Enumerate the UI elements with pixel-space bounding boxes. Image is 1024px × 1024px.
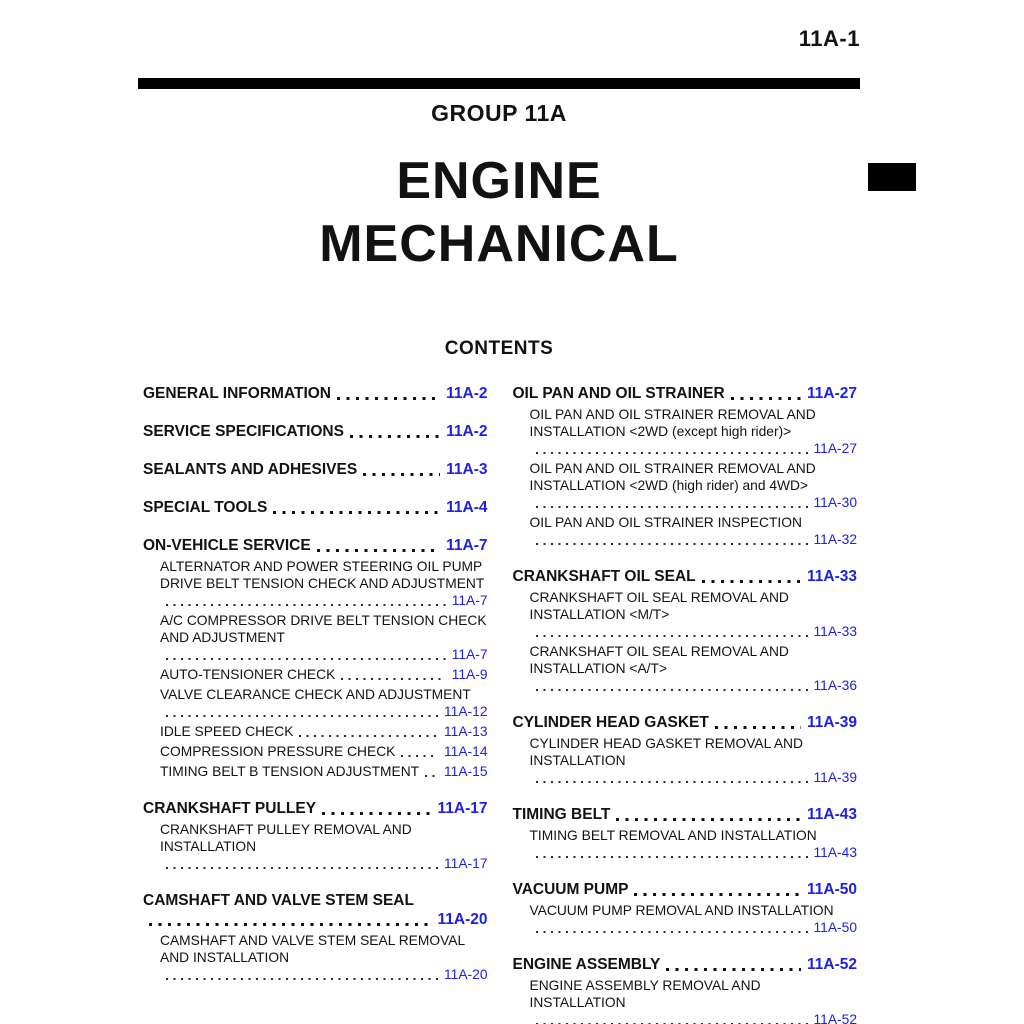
section-tab-marker (868, 163, 916, 191)
toc-entry[interactable] (143, 763, 488, 780)
toc-entry[interactable] (513, 384, 858, 403)
dot-leader (317, 549, 440, 552)
toc-page-link[interactable]: 11A-3 (446, 461, 488, 478)
toc-entry[interactable] (143, 686, 488, 720)
toc-page-link[interactable]: 11A-4 (446, 499, 488, 516)
dot-leader (273, 511, 440, 514)
dot-leader (363, 473, 440, 476)
toc-entry-label: AUTO-TENSIONER CHECK (160, 667, 336, 682)
toc-entry[interactable] (143, 422, 488, 441)
toc-entry-label: CYLINDER HEAD GASKET REMOVAL AND INSTALLATION (529, 736, 803, 768)
toc-entry-label: VALVE CLEARANCE CHECK AND ADJUSTMENT (160, 687, 471, 702)
toc-column (513, 384, 858, 1024)
dot-leader (166, 715, 438, 717)
toc-entry-label: TIMING BELT (512, 806, 611, 823)
dot-leader (166, 658, 446, 660)
toc-page-link[interactable]: 11A-50 (813, 920, 857, 935)
toc-entry[interactable] (143, 384, 488, 403)
toc-page-link[interactable]: 11A-52 (813, 1012, 857, 1024)
toc-entry[interactable] (143, 891, 488, 929)
toc-entry-label: COMPRESSION PRESSURE CHECK (160, 744, 396, 759)
toc-entry[interactable] (513, 955, 858, 974)
page-title-line2: MECHANICAL (319, 215, 679, 273)
toc-entry[interactable] (143, 821, 488, 872)
dot-leader (666, 968, 801, 971)
toc-page-link[interactable]: 11A-9 (451, 667, 488, 682)
toc-page-link[interactable]: 11A-17 (444, 856, 488, 871)
dot-leader (322, 812, 431, 815)
toc-entry[interactable] (143, 498, 488, 517)
toc-entry[interactable] (143, 932, 488, 983)
toc-entry[interactable] (513, 902, 858, 936)
toc-page-link[interactable]: 11A-33 (807, 568, 857, 585)
divider-bar (138, 78, 860, 89)
toc-entry-label: ENGINE ASSEMBLY (512, 956, 661, 973)
toc-entry[interactable] (143, 743, 488, 760)
toc-page-link[interactable]: 11A-2 (446, 423, 488, 440)
toc-page-link[interactable]: 11A-7 (451, 647, 488, 662)
dot-leader (166, 867, 438, 869)
toc-page-link[interactable]: 11A-7 (446, 537, 488, 554)
toc-page-link[interactable]: 11A-15 (444, 764, 488, 779)
toc (143, 384, 857, 1024)
toc-entry-label: SERVICE SPECIFICATIONS (143, 423, 344, 440)
toc-entry-label: CAMSHAFT AND VALVE STEM SEAL REMOVAL AND INSTALLATION (160, 933, 465, 965)
toc-page-link[interactable]: 11A-2 (446, 385, 488, 402)
dot-leader (299, 735, 438, 737)
toc-page-link[interactable]: 11A-43 (813, 845, 857, 860)
toc-entry[interactable] (143, 460, 488, 479)
toc-entry[interactable] (143, 723, 488, 740)
dot-leader (401, 755, 438, 757)
dot-leader (341, 678, 445, 680)
toc-entry-label: OIL PAN AND OIL STRAINER REMOVAL AND INSTALLATION <2WD (high rider) and 4WD> (529, 461, 816, 493)
toc-entry-label: ALTERNATOR AND POWER STEERING OIL PUMP DRIVE BELT TENSION CHECK AND ADJUSTMENT (160, 559, 485, 591)
toc-page-link[interactable]: 11A-20 (437, 911, 488, 928)
dot-leader (425, 775, 438, 777)
toc-entry[interactable] (513, 589, 858, 640)
toc-entry[interactable] (143, 536, 488, 555)
dot-leader (166, 604, 446, 606)
toc-entry-label: SEALANTS AND ADHESIVES (143, 461, 358, 478)
toc-page-link[interactable]: 11A-17 (437, 800, 488, 817)
dot-leader (536, 856, 808, 858)
toc-entry-label: CRANKSHAFT OIL SEAL REMOVAL AND INSTALLATION <A/T> (529, 644, 789, 676)
toc-entry-label: SPECIAL TOOLS (143, 499, 268, 516)
toc-entry[interactable] (513, 713, 858, 732)
dot-leader (337, 397, 440, 400)
toc-entry-label: TIMING BELT B TENSION ADJUSTMENT (160, 764, 420, 779)
toc-entry-label: A/C COMPRESSOR DRIVE BELT TENSION CHECK AND ADJUSTMENT (160, 613, 487, 645)
toc-entry-label: ENGINE ASSEMBLY REMOVAL AND INSTALLATION (529, 978, 761, 1010)
toc-entry[interactable] (513, 977, 858, 1024)
toc-entry[interactable] (143, 799, 488, 818)
toc-page-link[interactable]: 11A-30 (813, 495, 857, 510)
dot-leader (536, 452, 808, 454)
dot-leader (536, 781, 808, 783)
page-title-line1: ENGINE (396, 152, 602, 210)
toc-entry-label: CAMSHAFT AND VALVE STEM SEAL (143, 892, 414, 909)
toc-entry[interactable] (513, 460, 858, 511)
toc-entry-label: TIMING BELT REMOVAL AND INSTALLATION (529, 828, 817, 843)
toc-page-link[interactable]: 11A-33 (813, 624, 857, 639)
toc-entry-label: CYLINDER HEAD GASKET (512, 714, 709, 731)
toc-page-link[interactable]: 11A-27 (807, 385, 857, 402)
dot-leader (536, 635, 808, 637)
toc-entry-label: VACUUM PUMP REMOVAL AND INSTALLATION (529, 903, 834, 918)
dot-leader (350, 435, 440, 438)
toc-entry[interactable] (513, 567, 858, 586)
dot-leader (536, 931, 808, 933)
toc-page-link[interactable]: 11A-50 (807, 881, 857, 898)
toc-page-link[interactable]: 11A-7 (451, 593, 488, 608)
toc-entry[interactable] (513, 735, 858, 786)
toc-page-link[interactable]: 11A-43 (807, 806, 857, 823)
toc-entry-label: VACUUM PUMP (512, 881, 629, 898)
toc-entry[interactable] (143, 666, 488, 683)
toc-entry[interactable] (513, 880, 858, 899)
toc-entry[interactable] (513, 643, 858, 694)
toc-entry-label: ON-VEHICLE SERVICE (143, 537, 311, 554)
dot-leader (149, 923, 432, 926)
dot-leader (731, 397, 801, 400)
toc-column (143, 384, 488, 1024)
toc-page-link[interactable]: 11A-52 (807, 956, 857, 973)
dot-leader (536, 506, 808, 508)
page-title (138, 150, 860, 276)
toc-entry[interactable] (143, 558, 488, 609)
toc-entry-label: IDLE SPEED CHECK (160, 724, 294, 739)
dot-leader (166, 978, 438, 980)
toc-entry-label: OIL PAN AND OIL STRAINER REMOVAL AND INSTALLATION <2WD (except high rider)> (529, 407, 816, 439)
toc-entry[interactable] (513, 805, 858, 824)
toc-entry-label: CRANKSHAFT OIL SEAL (512, 568, 696, 585)
toc-entry-label: OIL PAN AND OIL STRAINER (512, 385, 725, 402)
toc-entry-label: GENERAL INFORMATION (143, 385, 332, 402)
toc-entry-label: CRANKSHAFT PULLEY (143, 800, 317, 817)
toc-entry-label: CRANKSHAFT PULLEY REMOVAL AND INSTALLATION (160, 822, 412, 854)
toc-page-link[interactable]: 11A-13 (444, 724, 488, 739)
page-number-header: 11A-1 (798, 26, 860, 51)
toc-page-link[interactable]: 11A-39 (807, 714, 857, 731)
toc-entry[interactable] (513, 406, 858, 457)
toc-entry[interactable] (513, 514, 858, 548)
dot-leader (536, 543, 808, 545)
dot-leader (536, 689, 808, 691)
toc-page-link[interactable]: 11A-20 (444, 967, 488, 982)
toc-entry-label: OIL PAN AND OIL STRAINER INSPECTION (529, 515, 802, 530)
contents-heading: CONTENTS (444, 338, 554, 359)
toc-entry-label: CRANKSHAFT OIL SEAL REMOVAL AND INSTALLATION <M/T> (529, 590, 789, 622)
dot-leader (715, 726, 801, 729)
toc-entry[interactable] (143, 612, 488, 663)
toc-page-link[interactable]: 11A-36 (813, 678, 857, 693)
toc-entry[interactable] (513, 827, 858, 861)
dot-leader (634, 893, 801, 896)
dot-leader (616, 818, 801, 821)
dot-leader (702, 580, 801, 583)
toc-page-link[interactable]: 11A-27 (813, 441, 857, 456)
toc-page-link[interactable]: 11A-39 (813, 770, 857, 785)
group-heading: GROUP 11A (431, 100, 567, 126)
toc-page-link[interactable]: 11A-14 (444, 744, 488, 759)
toc-page-link[interactable]: 11A-12 (444, 704, 488, 719)
toc-page-link[interactable]: 11A-32 (813, 532, 857, 547)
